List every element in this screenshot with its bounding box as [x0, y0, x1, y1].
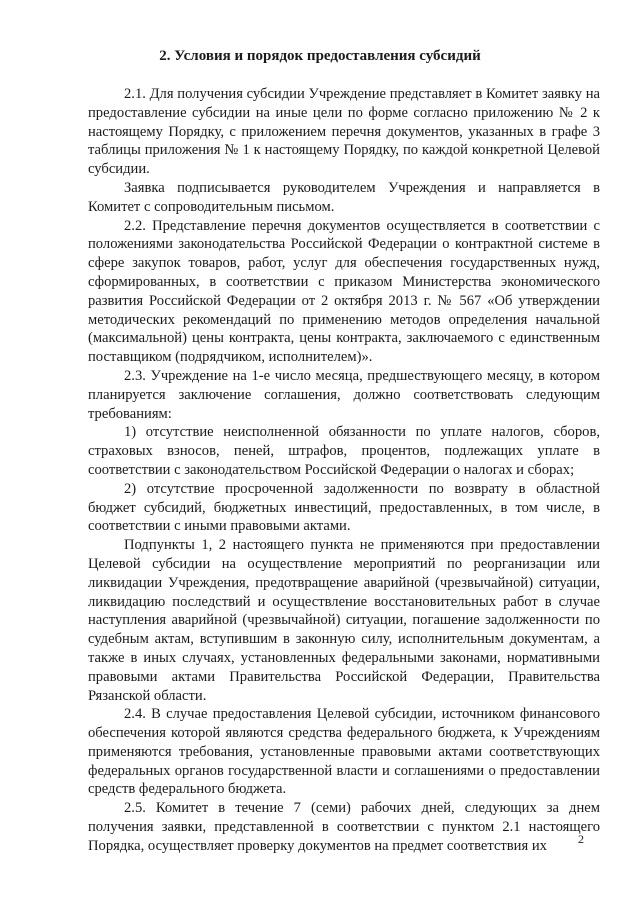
paragraph-2-2: 2.2. Представление перечня документов осуществляется в соответствии с положениями законодательства Российской Федерации о контрактной системе в сфере закупок товаров, работ, услуг для обеспечения государственных нужд, сформированных, в соответствии с приказом Министерства экономического развития Российской Федерации от 2 октября 2013 г. № 567 «Об утверждении методических рекомендаций по применению методов определения начальной (максимальной) цены контракта, цены контракта, заключаемого с единственным поставщиком (подрядчиком, исполнителем)». [88, 217, 600, 366]
paragraph-2-3: 2.3. Учреждение на 1-е число месяца, предшествующего месяцу, в котором планируется заключение соглашения, должно соответствовать следующим требованиям: [88, 367, 600, 422]
page-number: 2 [578, 832, 584, 846]
section-heading: 2. Условия и порядок предоставления субсидий [159, 48, 481, 64]
paragraph-2-1: 2.1. Для получения субсидии Учреждение представляет в Комитет заявку на предоставление субсидии на иные цели по форме согласно приложению № 2 к настоящему Порядку, с приложением перечня документов, указанных в графе 3 таблицы приложения № 1 к настоящему Порядку, по каждой конкретной Целевой субсидии. [88, 86, 600, 178]
paragraph-2-5: 2.5. Комитет в течение 7 (семи) рабочих дней, следующих за днем получения заявки, представленной в соответствии с пунктом 2.1 настоящего Порядка, осуществляет проверку документов на предмет соответствия их [88, 800, 600, 854]
paragraph-2-4: 2.4. В случае предоставления Целевой субсидии, источником финансового обеспечения которой являются средства федерального бюджета, к Учреждениям применяются требования, установленные правовыми актами соответствующих федеральных органов государственной власти и соглашениями о предоставлении средств федерального бюджета. [88, 706, 600, 798]
section-body [88, 85, 600, 856]
paragraph-application-signing: Заявка подписывается руководителем Учреждения и направляется в Комитет с сопроводительным письмом. [88, 179, 600, 215]
paragraph-exceptions: Подпункты 1, 2 настоящего пункта не применяются при предоставлении Целевой субсидии на осуществление мероприятий по реорганизации или ликвидации Учреждения, предотвращение аварийной (чрезвычайной) ситуации, ликвидацию последствий и осуществление восстановительных работ в случае наступления аварийной (чрезвычайной) ситуации, погашение задолженности по судебным актам, вступившим в законную силу, исполнительным документам, а также в иных случаях, установленных федеральными законами, нормативными правовыми актами Правительства Российской Федерации, Правительства Рязанской области. [88, 537, 600, 704]
requirement-item-1: 1) отсутствие неисполненной обязанности по уплате налогов, сборов, страховых взносов, пеней, штрафов, процентов, подлежащих уплате в соответствии с законодательством Российской Федерации о налогах и сборах; [88, 424, 600, 478]
requirement-item-2: 2) отсутствие просроченной задолженности по возврату в областной бюджет субсидий, бюджетных инвестиций, предоставленных, в том числе, в соответствии с иными правовыми актами. [88, 480, 600, 535]
